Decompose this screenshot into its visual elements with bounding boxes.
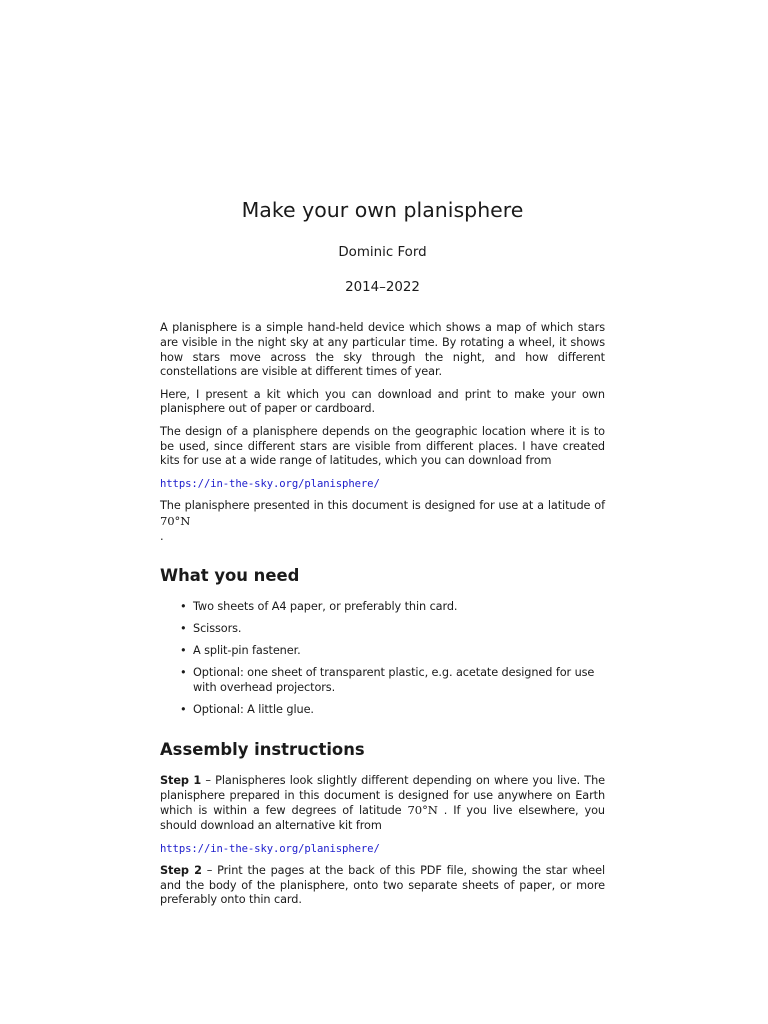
step-2-text: – Print the pages at the back of this PDF file, showing the star wheel and the body of the planisphere, onto two separate sheets of paper, or more preferably onto thin card. [160,863,605,907]
alternative-kit-link[interactable]: https://in-the-sky.org/planisphere/ [160,842,380,855]
planisphere-link[interactable]: https://in-the-sky.org/planisphere/ [160,477,380,490]
step-1-paragraph [160,774,605,834]
document-title: Make your own planisphere [241,198,524,222]
intro-paragraph-1: A planisphere is a simple hand-held device which shows a map of which stars are visible in the night sky at any particular time. By rotating a wheel, it shows how stars move across the sky through the night, and how different constellations are visible at different times of year. [160,321,605,379]
latitude-sentence-end: . [160,529,164,543]
list-item: • A split-pin fastener. [193,644,605,659]
document-body [160,321,605,916]
document-author: Dominic Ford [338,245,427,260]
intro-paragraph-2: Here, I present a kit which you can download and print to make your own planisphere out of paper or cardboard. [160,387,605,416]
step-1-latitude: 70°N [407,803,438,818]
list-item: • Two sheets of A4 paper, or preferably thin card. [193,600,605,615]
step-1-text: – Planispheres look slightly different depending on where you live. The planisphere prepared in this document is designed for use anywhere on Earth which is within a few degrees of latitude [160,773,605,818]
step-1-text-end: . If you live elsewhere, you should download an alternative kit from [160,804,605,833]
latitude-value: 70°N [160,513,191,528]
list-item: • Optional: A little glue. [193,703,605,718]
intro-paragraph-3: The design of a planisphere depends on the geographic location where it is to be used, since different stars are visible from different places. I have created kits for use at a wide range of latitudes, which you can download from [160,424,605,468]
section-heading-assembly: Assembly instructions [160,739,365,759]
section-heading-what-you-need: What you need [160,566,300,586]
step-1-label: Step 1 [160,773,202,787]
intro-paragraph-4 [160,499,605,544]
step-2-label: Step 2 [160,863,202,877]
needs-list [160,600,605,718]
step-2-paragraph [160,864,605,908]
latitude-sentence: The planisphere presented in this document is designed for use at a latitude of [160,498,605,512]
document-date: 2014–2022 [345,280,420,295]
list-item: • Scissors. [193,622,605,637]
document-page [160,0,605,1024]
list-item: • Optional: one sheet of transparent plastic, e.g. acetate designed for use with overhead projectors. [193,666,605,696]
